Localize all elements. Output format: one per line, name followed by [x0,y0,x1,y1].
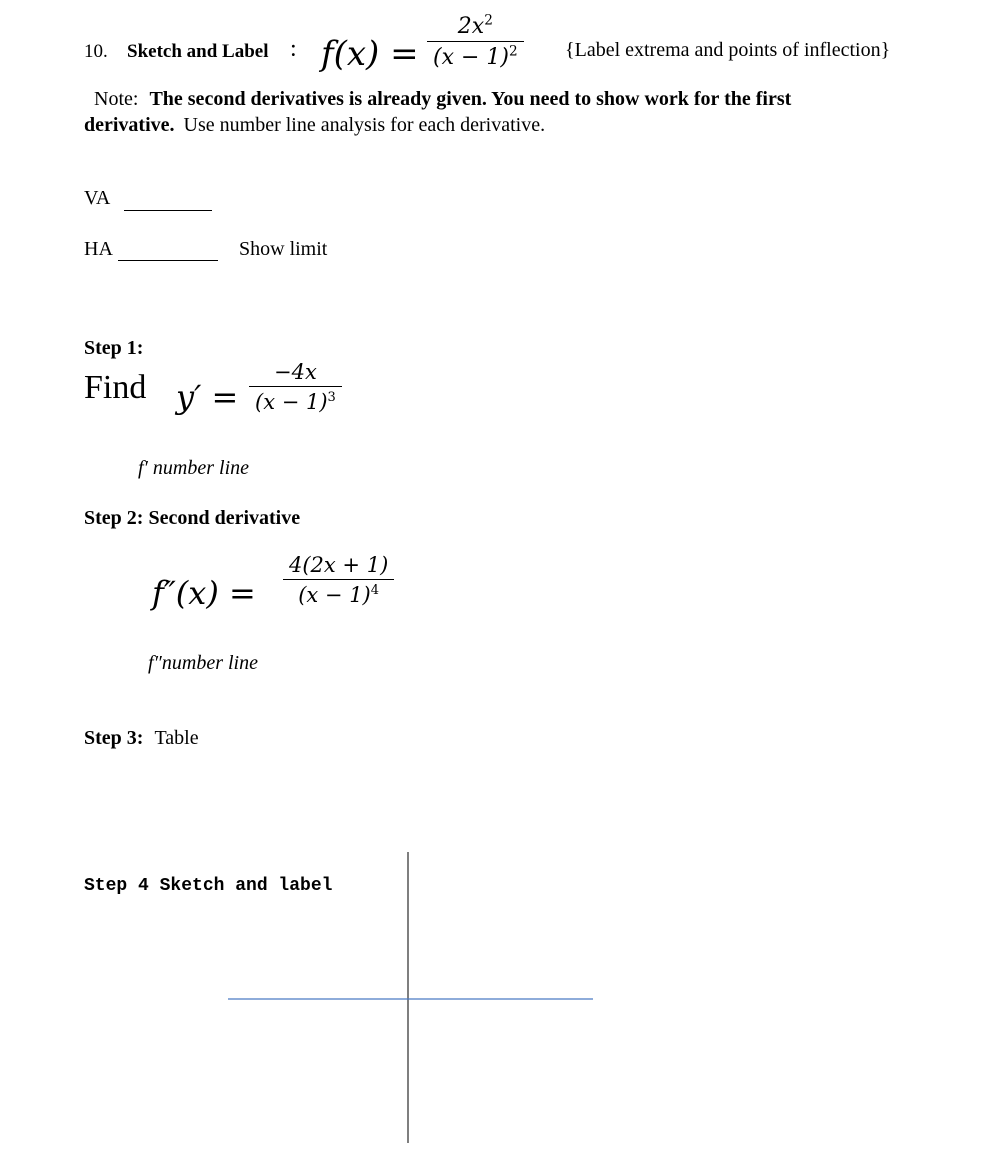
f-double-prime-number-line-label: f″number line [148,652,258,674]
show-limit: Show limit [239,238,328,260]
step2-numerator: 4(2x + 1) [289,553,389,577]
problem-colon: : [290,36,297,62]
note-bold-text-2: derivative. [84,114,175,136]
va-row [84,187,110,210]
step2-denominator: $(x - 1)^4$ [298,583,380,607]
note-line-1 [94,88,791,111]
step1-find: Find [84,369,147,406]
function-fraction [427,14,524,70]
step3-heading-bold: Step 3: [84,727,144,749]
step2-lhs: f″(x) = [152,574,256,612]
note-label: Note: [94,88,139,110]
step2-fraction [283,553,394,607]
step1-lhs: y′ = [176,378,239,416]
step1-heading: Step 1: [84,337,144,359]
fraction-bar [427,41,524,42]
brace-note: {Label extrema and points of inflection} [565,39,891,61]
note-line-2 [84,114,545,137]
ha-blank[interactable] [118,260,218,261]
note-bold-text-1: The second derivatives is already given. You need to show work for the first [149,88,792,110]
sketch-axes[interactable] [220,845,600,1145]
ha-row [84,238,113,261]
step3-heading [84,727,199,750]
step4-heading: Step 4 Sketch and label [84,876,333,896]
va-label: VA [84,187,111,209]
fraction-bar [249,386,342,387]
note-text: Use number line analysis for each derivative. [183,114,546,136]
step2-heading-rest: : Second derivative [136,507,301,529]
ha-label: HA [84,238,113,260]
step3-text: Table [154,727,199,749]
va-blank[interactable] [124,210,212,211]
step1-numerator: −4x [274,360,317,384]
step2-heading-bold: Step 2 [84,507,137,529]
function-denominator: $(x - 1)^2$ [433,43,518,70]
fraction-bar [283,579,394,580]
f-prime-number-line-label: f′ number line [138,457,250,479]
problem-instruction: Sketch and Label [127,41,269,62]
function-numerator: $2x^2$ [457,12,493,39]
problem-number: 10. [84,41,108,62]
function-lhs: f(x) = [321,34,419,74]
step2-heading [84,507,300,530]
step1-denominator: $(x - 1)^3$ [255,390,336,414]
step1-fraction [249,360,342,414]
